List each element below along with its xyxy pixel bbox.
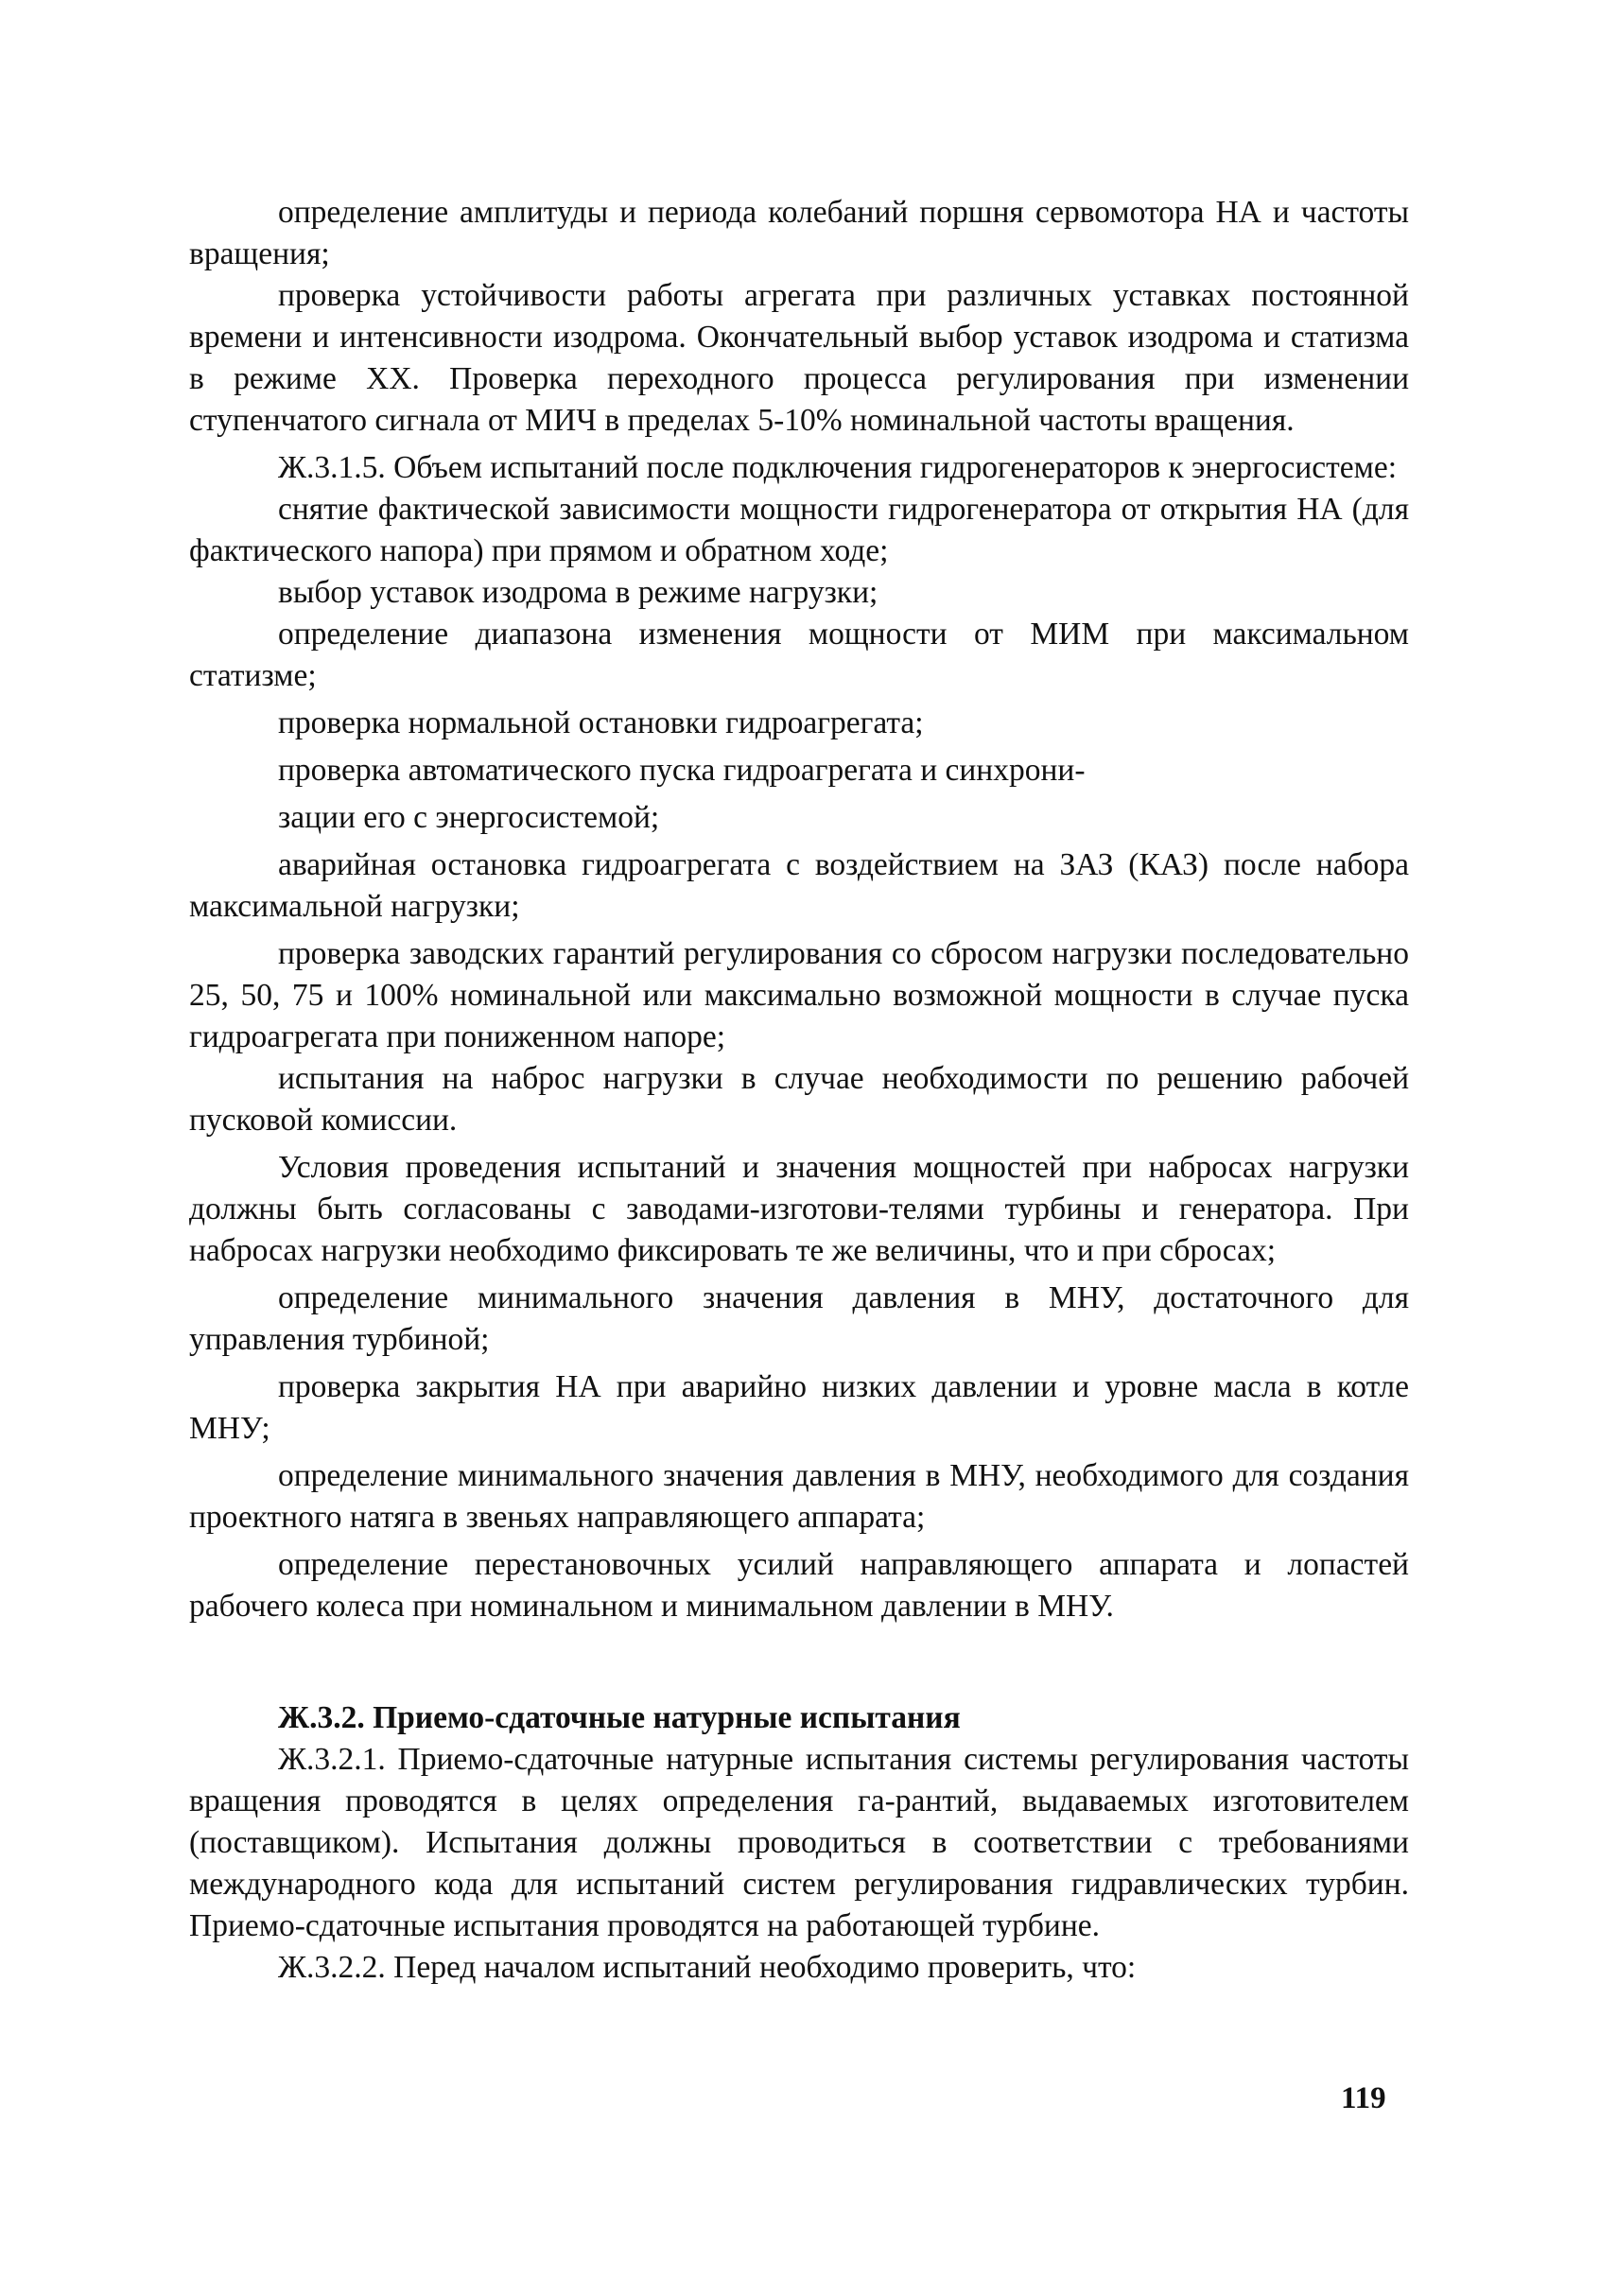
paragraph: аварийная остановка гидроагрегата с воздействием на ЗАЗ (КАЗ) после набора максимальной нагрузки; (189, 847, 1409, 924)
paragraph: проверка нормальной остановки гидроагрегата; (278, 705, 924, 740)
paragraph: определение перестановочных усилий направляющего аппарата и лопастей рабочего колеса при номинальном и минимальном давлении в МНУ. (189, 1547, 1409, 1624)
paragraph: проверка заводских гарантий регулирования со сбросом нагрузки последовательно 25, 50, 75 и 100% номинальной или максимально возможной мощности в случае пуска гидроагрегата при пониженном напоре; (189, 936, 1409, 1054)
paragraph: снятие фактической зависимости мощности гидрогенератора от открытия НА (для фактического напора) при прямом и обратном ходе; (189, 492, 1409, 568)
page-number: 119 (1341, 2081, 1386, 2115)
paragraph: выбор уставок изодрома в режиме нагрузки; (278, 575, 878, 610)
paragraph: определение минимального значения давления в МНУ, достаточного для управления турбиной; (189, 1280, 1409, 1357)
paragraph: испытания на наброс нагрузки в случае необходимости по решению рабочей пусковой комиссии. (189, 1061, 1409, 1138)
paragraph: Условия проведения испытаний и значения мощностей при набросах нагрузки должны быть согласованы с заводами-изготови-телями турбины и генератора. При набросах нагрузки необходимо фиксировать те же величины, что и при сбросах; (189, 1150, 1409, 1268)
paragraph: определение минимального значения давления в МНУ, необходимого для создания проектного натяга в звеньях направляющего аппарата; (189, 1458, 1409, 1535)
paragraph: проверка устойчивости работы агрегата при различных уставках постоянной времени и интенсивности изодрома. Окончательный выбор уставок изодрома и статизма в режиме ХХ. Проверка переходного процесса регулирования при изменении ступенчатого сигнала от МИЧ в пределах 5-10% номинальной частоты вращения. (189, 278, 1409, 438)
paragraph: зации его с энергосистемой; (278, 800, 660, 835)
paragraph: проверка закрытия НА при аварийно низких давлении и уровне масла в котле МНУ; (189, 1369, 1409, 1446)
paragraph: проверка автоматического пуска гидроагрегата и синхрони- (278, 753, 1086, 788)
section-heading: Ж.3.2. Приемо-сдаточные натурные испытания (278, 1700, 961, 1735)
document-page (189, 192, 1409, 1989)
paragraph: Ж.3.2.2. Перед началом испытаний необходимо проверить, что: (278, 1950, 1137, 1985)
paragraph: определение диапазона изменения мощности от МИМ при максимальном статизме; (189, 617, 1409, 693)
paragraph: определение амплитуды и периода колебаний поршня сервомотора НА и частоты вращения; (189, 195, 1409, 271)
paragraph: Ж.3.2.1. Приемо-сдаточные натурные испытания системы регулирования частоты вращения проводятся в целях определения га-рантий, выдаваемых изготовителем (поставщиком). Испытания должны проводиться в соответствии с требованиями международного кода для испытаний систем регулирования гидравлических турбин. Приемо-сдаточные испытания проводятся на работающей турбине. (189, 1742, 1409, 1943)
paragraph: Ж.3.1.5. Объем испытаний после подключения гидрогенераторов к энергосистеме: (278, 450, 1398, 485)
